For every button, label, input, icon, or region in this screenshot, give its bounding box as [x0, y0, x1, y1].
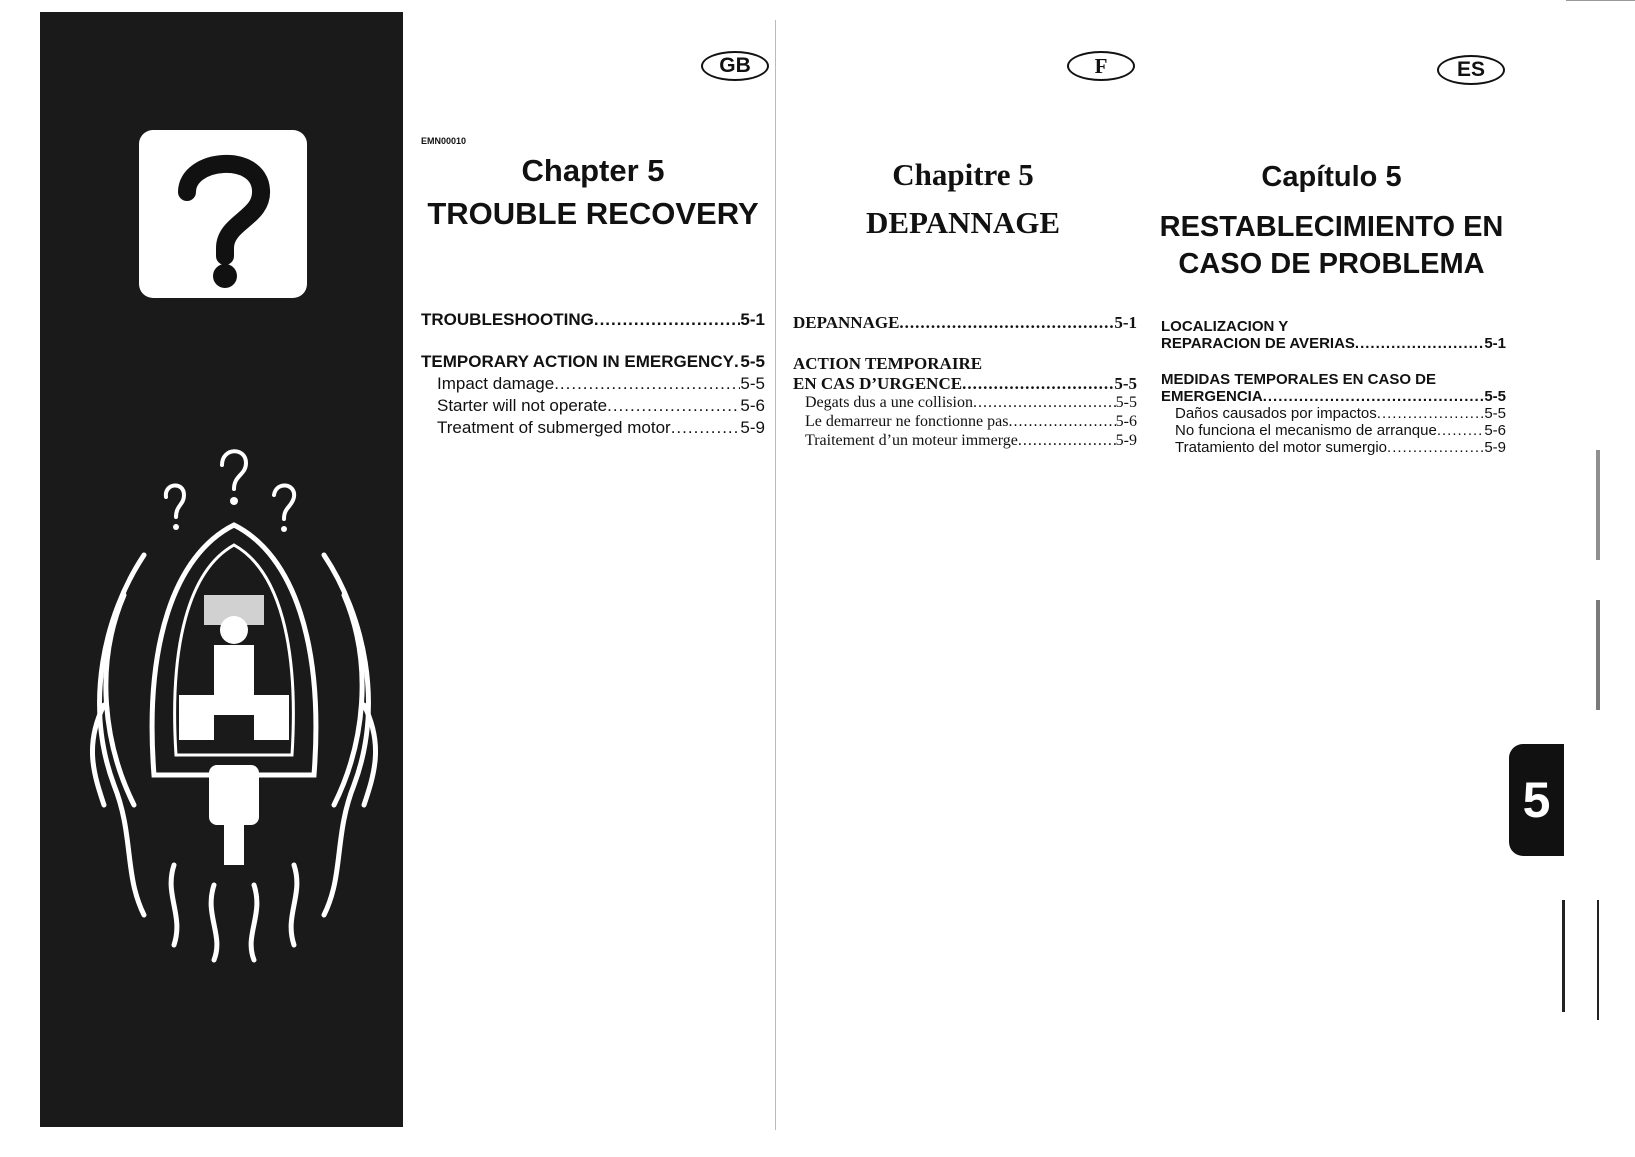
- toc-entry[interactable]: EN CAS D’URGENCE ..... 5-5: [793, 374, 1137, 394]
- toc-entry[interactable]: Degats dus a une collision ..... 5-5: [793, 394, 1137, 412]
- edge-mark: [1596, 450, 1600, 560]
- fr-chapter-heading: Chapitre 5: [892, 157, 1034, 192]
- toc-entry[interactable]: Impact damage ..... 5-5: [421, 374, 765, 394]
- gb-toc: [421, 310, 765, 438]
- toc-entry[interactable]: REPARACION DE AVERIAS ..... 5-1: [1161, 335, 1506, 352]
- toc-entry[interactable]: Tratamiento del motor sumergio ..... 5-9: [1161, 439, 1506, 456]
- column-divider: [775, 20, 776, 1130]
- es-chapter-heading: Capítulo 5: [1261, 161, 1402, 193]
- toc-entry[interactable]: Treatment of submerged motor ..... 5-9: [421, 418, 765, 438]
- toc-entry[interactable]: Daños causados por impactos ..... 5-5: [1161, 405, 1506, 422]
- toc-entry-heading: LOCALIZACION Y: [1161, 318, 1289, 335]
- edge-mark: [1566, 0, 1635, 1]
- boat-illustration: [84, 445, 384, 965]
- gb-chapter-title: TROUBLE RECOVERY: [427, 196, 759, 231]
- es-chapter-title-line2: CASO DE PROBLEMA: [1178, 248, 1485, 280]
- badge-fr: F: [1067, 51, 1135, 81]
- edge-mark: [1562, 900, 1565, 1012]
- es-chapter-title-line1: RESTABLECIMIENTO EN: [1159, 211, 1504, 243]
- toc-entry[interactable]: Traitement d’un moteur immerge ..... 5-9: [793, 432, 1137, 450]
- badge-es: ES: [1437, 55, 1505, 85]
- fr-toc: [793, 313, 1137, 450]
- edge-mark: [1597, 900, 1599, 1020]
- toc-entry[interactable]: DEPANNAGE ..... 5-1: [793, 313, 1137, 333]
- edge-mark: [1596, 600, 1600, 710]
- toc-entry[interactable]: TROUBLESHOOTING ..... 5-1: [421, 310, 765, 330]
- fr-chapter-title: DEPANNAGE: [865, 205, 1061, 240]
- toc-entry-heading: MEDIDAS TEMPORALES EN CASO DE: [1161, 371, 1437, 388]
- badge-gb: GB: [701, 51, 769, 81]
- toc-entry[interactable]: TEMPORARY ACTION IN EMERGENCY ..... 5-5: [421, 352, 765, 372]
- toc-entry-heading: ACTION TEMPORAIRE: [793, 354, 983, 373]
- document-code: EMN00010: [421, 136, 467, 146]
- chapter-tab: 5: [1509, 744, 1564, 856]
- toc-entry[interactable]: EMERGENCIA ..... 5-5: [1161, 388, 1506, 405]
- toc-entry[interactable]: Starter will not operate ..... 5-6: [421, 396, 765, 416]
- gb-chapter-heading: Chapter 5: [521, 153, 665, 188]
- toc-entry[interactable]: No funciona el mecanismo de arranque ..... 5-6: [1161, 422, 1506, 439]
- toc-entry[interactable]: Le demarreur ne fonctionne pas ..... 5-6: [793, 413, 1137, 431]
- es-toc: [1161, 318, 1506, 456]
- question-icon: [139, 130, 307, 298]
